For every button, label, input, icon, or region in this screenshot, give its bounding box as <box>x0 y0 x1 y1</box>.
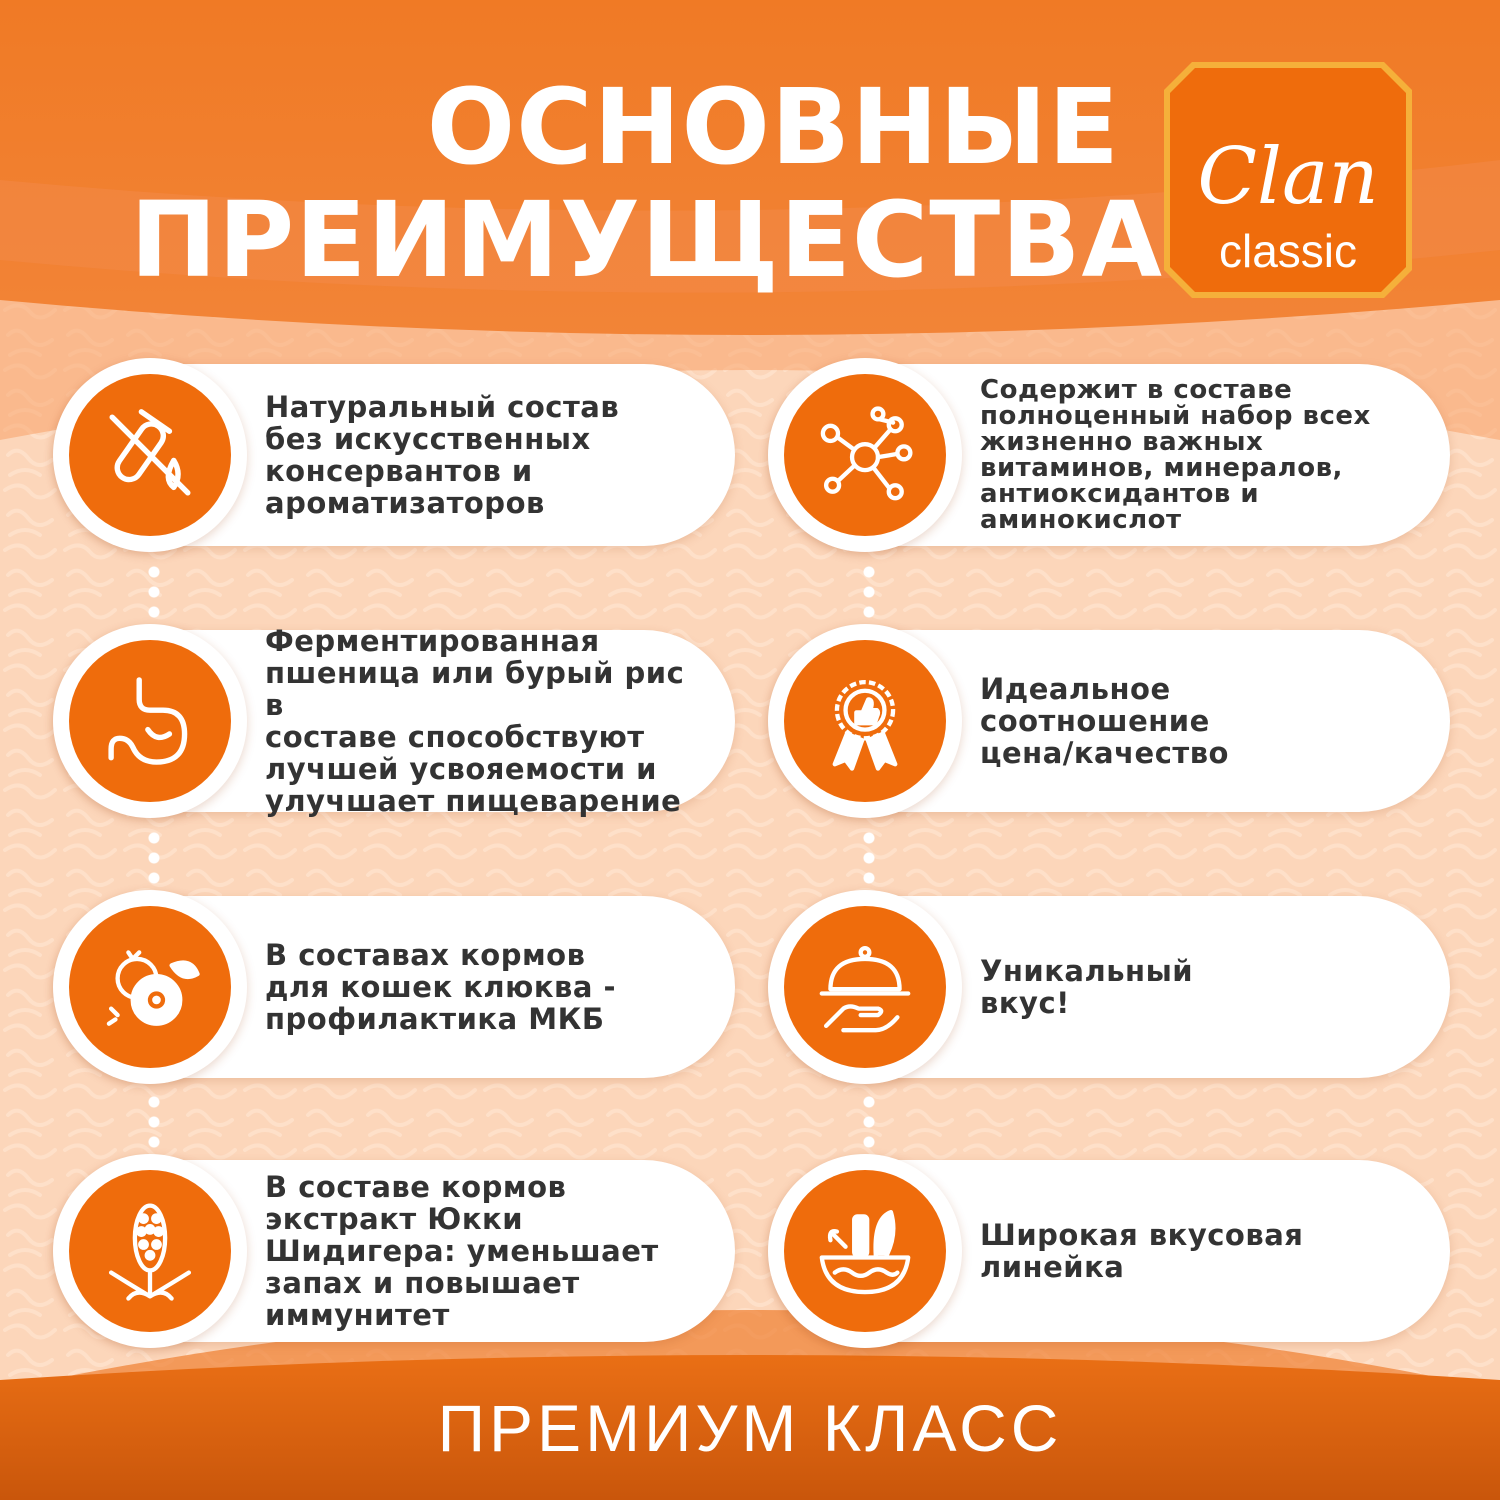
stomach-icon <box>96 667 204 775</box>
food-bowl-icon <box>811 1197 919 1305</box>
logo-script-text: Clan <box>1197 132 1379 222</box>
feature-icon-circle <box>768 624 962 818</box>
feature-card-natural <box>55 364 735 546</box>
feature-icon-circle <box>53 358 247 552</box>
feature-card-digestion <box>55 624 735 818</box>
connector-dots <box>863 1092 875 1150</box>
connector-dots <box>148 828 160 886</box>
feature-card-price-quality <box>770 630 1450 812</box>
footer-label: ПРЕМИУМ КЛАСС <box>437 1391 1063 1465</box>
feature-icon-circle <box>768 890 962 1084</box>
feature-text: Широкая вкусовая линейка <box>980 1218 1304 1284</box>
feature-icon-circle <box>53 890 247 1084</box>
feature-card-taste <box>770 896 1450 1078</box>
page-title-line1: ОСНОВНЫЕ <box>426 66 1120 188</box>
serving-dish-icon <box>811 933 919 1041</box>
page-title-line2: ПРЕИМУЩЕСТВА <box>130 179 1163 301</box>
molecule-icon <box>811 401 919 509</box>
feature-card-yucca <box>55 1160 735 1342</box>
connector-dots <box>863 828 875 886</box>
feature-text: Идеальное соотношение цена/качество <box>980 672 1229 770</box>
cranberry-icon <box>96 933 204 1041</box>
feature-text: Уникальный вкус! <box>980 954 1194 1020</box>
feature-text: Ферментированная пшеница или бурый рис в составе способствуют лучшей усвояемости и улучшает пищеварение <box>265 624 685 818</box>
yucca-plant-icon <box>96 1197 204 1305</box>
no-chemicals-test-tube-icon <box>96 401 204 509</box>
feature-card-flavors <box>770 1160 1450 1342</box>
feature-text: В составе кормов экстракт Юкки Шидигера: уменьшает запах и повышает иммунитет <box>265 1170 659 1332</box>
feature-text: Натуральный состав без искусственных консервантов и ароматизаторов <box>265 390 620 520</box>
feature-icon-circle <box>768 1154 962 1348</box>
feature-icon-circle <box>53 624 247 818</box>
feature-card-vitamins <box>770 364 1450 546</box>
connector-dots <box>863 562 875 620</box>
feature-text: Содержит в составе полноценный набор всех жизненно важных витаминов, минералов, антиоксидантов и аминокислот <box>980 375 1371 535</box>
connector-dots <box>148 562 160 620</box>
feature-card-cranberry <box>55 896 735 1078</box>
connector-dots <box>148 1092 160 1150</box>
feature-icon-circle <box>53 1154 247 1348</box>
brand-logo <box>1162 60 1414 300</box>
feature-icon-circle <box>768 358 962 552</box>
logo-sub-text: classic <box>1218 225 1358 277</box>
feature-text: В составах кормов для кошек клюква - профилактика МКБ <box>265 938 617 1036</box>
quality-award-thumbs-up-icon <box>811 667 919 775</box>
